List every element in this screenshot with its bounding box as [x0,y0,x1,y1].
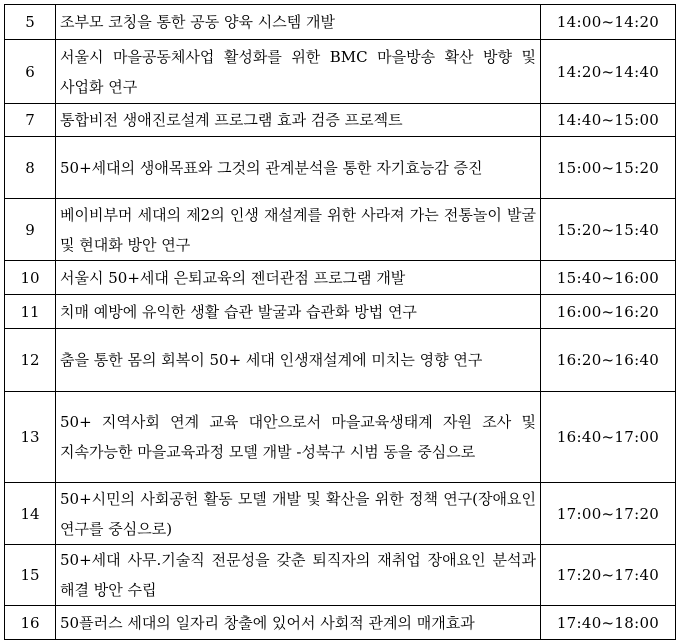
table-row [5,392,676,483]
session-time: 16:00~16:20 [541,295,676,329]
session-time: 14:20~14:40 [541,40,676,104]
session-title: 치매 예방에 유익한 생활 습관 발굴과 습관화 방법 연구 [56,295,541,329]
session-time: 15:20~15:40 [541,199,676,261]
table-row [5,606,676,640]
session-time: 17:20~17:40 [541,545,676,606]
table-row [5,137,676,199]
session-number: 7 [5,104,56,137]
session-title: 베이비부머 세대의 제2의 인생 재설계를 위한 사라져 가는 전통놀이 발굴 및 현대화 방안 연구 [56,199,541,261]
session-number: 5 [5,5,56,40]
session-number: 9 [5,199,56,261]
table-row [5,104,676,137]
session-number: 15 [5,545,56,606]
session-number: 13 [5,392,56,483]
session-title: 50+ 지역사회 연계 교육 대안으로서 마을교육생태계 자원 조사 및 지속가능한 마을교육과정 모델 개발 -성북구 시범 동을 중심으로 [56,392,541,483]
session-title: 50+시민의 사회공헌 활동 모델 개발 및 확산을 위한 정책 연구(장애요인 연구를 중심으로) [56,483,541,545]
session-number: 12 [5,329,56,392]
session-number: 10 [5,261,56,295]
session-title: 조부모 코칭을 통한 공동 양육 시스템 개발 [56,5,541,40]
table-row [5,329,676,392]
session-title: 춤을 통한 몸의 회복이 50+ 세대 인생재설계에 미치는 영향 연구 [56,329,541,392]
session-title: 50+세대의 생애목표와 그것의 관계분석을 통한 자기효능감 증진 [56,137,541,199]
session-title: 서울시 50+세대 은퇴교육의 젠더관점 프로그램 개발 [56,261,541,295]
session-time: 15:00~15:20 [541,137,676,199]
table-row [5,40,676,104]
table-row [5,483,676,545]
session-number: 11 [5,295,56,329]
session-title: 통합비전 생애진로설계 프로그램 효과 검증 프로젝트 [56,104,541,137]
session-title: 서울시 마을공동체사업 활성화를 위한 BMC 마을방송 확산 방향 및 사업화 연구 [56,40,541,104]
table-row [5,5,676,40]
session-schedule-table [4,4,676,640]
session-number: 14 [5,483,56,545]
session-title: 50플러스 세대의 일자리 창출에 있어서 사회적 관계의 매개효과 [56,606,541,640]
session-time: 15:40~16:00 [541,261,676,295]
session-time: 14:40~15:00 [541,104,676,137]
session-number: 8 [5,137,56,199]
table-row [5,199,676,261]
session-time: 16:40~17:00 [541,392,676,483]
table-row [5,545,676,606]
session-number: 6 [5,40,56,104]
session-number: 16 [5,606,56,640]
session-time: 17:40~18:00 [541,606,676,640]
table-row [5,295,676,329]
session-time: 17:00~17:20 [541,483,676,545]
session-time: 14:00~14:20 [541,5,676,40]
session-title: 50+세대 사무.기술직 전문성을 갖춘 퇴직자의 재취업 장애요인 분석과 해결 방안 수립 [56,545,541,606]
table-row [5,261,676,295]
session-time: 16:20~16:40 [541,329,676,392]
